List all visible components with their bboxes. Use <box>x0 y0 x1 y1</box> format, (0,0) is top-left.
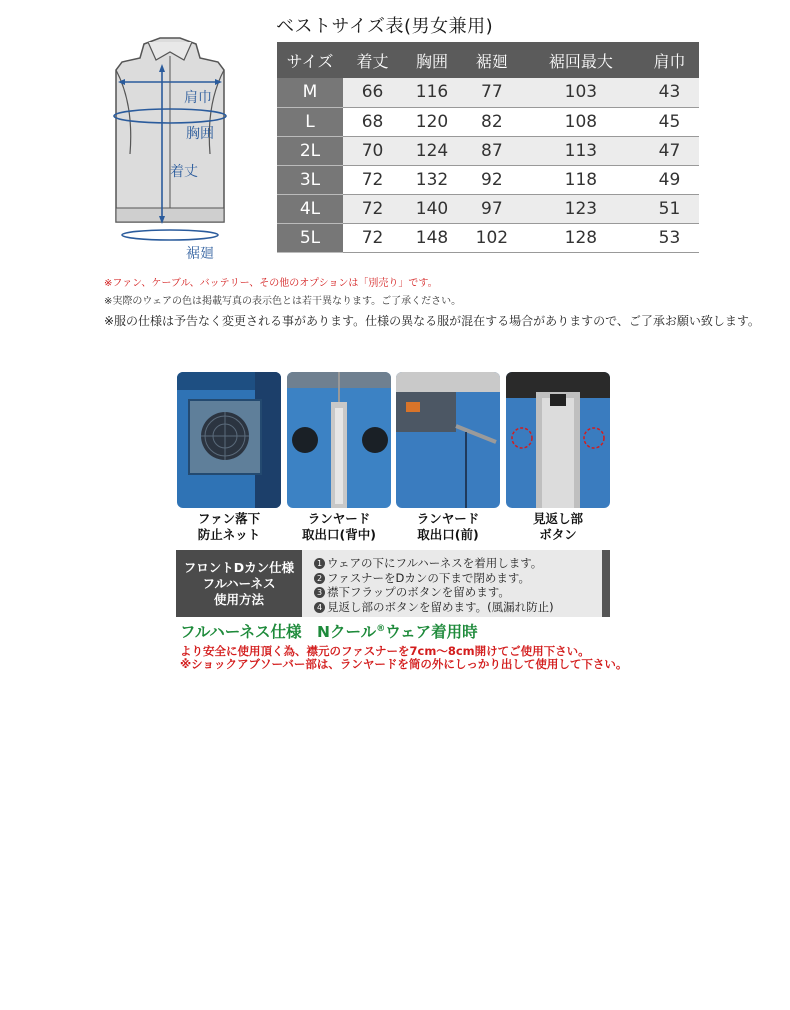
spec-change-note: ※服の仕様は予告なく変更される事があります。仕様の異なる服が混在する場合がありますので、ご了承お願い致します。 <box>104 314 760 328</box>
size-table <box>277 42 699 253</box>
table-cell: 68 <box>343 107 402 136</box>
table-row <box>277 194 699 223</box>
table-cell: 45 <box>640 107 699 136</box>
table-cell: 70 <box>343 136 402 165</box>
zipper-note: より安全に使用頂く為、襟元のファスナーを7cm〜8cm開けてご使用下さい。 <box>180 644 590 658</box>
step-number: 4 <box>314 602 325 613</box>
wear-title <box>180 620 478 642</box>
table-row <box>277 136 699 165</box>
table-cell: 53 <box>640 223 699 252</box>
caption-line: ランヤード <box>307 511 371 526</box>
step-number: 2 <box>314 573 325 584</box>
header-hem: 裾廻 <box>462 42 522 78</box>
table-cell: 132 <box>402 165 462 194</box>
header-shoulder: 肩巾 <box>640 42 699 78</box>
size-cell: M <box>277 78 343 107</box>
color-note: ※実際のウェアの色は掲載写真の表示色とは若干異なります。ご了承ください。 <box>104 296 462 307</box>
caption-line: 取出口(前) <box>417 527 479 542</box>
harness-label-line: 使用方法 <box>213 592 264 607</box>
wear-title-main: フルハーネス仕様 Nクール <box>180 623 377 641</box>
caption-line: 取出口(背中) <box>302 527 376 542</box>
option-note: ※ファン、ケーブル、バッテリー、その他のオプションは「別売り」です。 <box>104 278 438 289</box>
length-label: 着丈 <box>170 164 198 180</box>
table-row <box>277 223 699 252</box>
photo-facing-button <box>506 372 610 508</box>
table-cell: 116 <box>402 78 462 107</box>
table-cell: 120 <box>402 107 462 136</box>
table-row <box>277 78 699 107</box>
table-cell: 148 <box>402 223 462 252</box>
table-cell: 128 <box>522 223 640 252</box>
photo-fan-net <box>177 372 281 508</box>
table-cell: 72 <box>343 223 402 252</box>
table-cell: 92 <box>462 165 522 194</box>
photo-lanyard-back <box>287 372 391 508</box>
caption-fan-net <box>174 511 284 543</box>
table-cell: 47 <box>640 136 699 165</box>
caption-line: 見返し部 <box>532 511 583 526</box>
harness-label-line: フロントDカン仕様 <box>183 560 295 575</box>
size-cell: 3L <box>277 165 343 194</box>
caption-line: ボタン <box>539 527 577 542</box>
table-cell: 140 <box>402 194 462 223</box>
header-chest: 胸囲 <box>402 42 462 78</box>
table-cell: 66 <box>343 78 402 107</box>
table-row <box>277 165 699 194</box>
step-text: ウェアの下にフルハーネスを着用します。 <box>327 556 543 570</box>
harness-side-bar <box>602 550 610 617</box>
table-cell: 72 <box>343 165 402 194</box>
caption-line: ランヤード <box>416 511 480 526</box>
list-item <box>314 600 554 615</box>
caption-facing-button <box>503 511 613 543</box>
caption-line: ファン落下 <box>197 511 261 526</box>
registered-mark: ® <box>376 623 386 634</box>
table-cell: 123 <box>522 194 640 223</box>
chest-label: 胸囲 <box>186 126 214 142</box>
caption-lanyard-front <box>393 511 503 543</box>
caption-line: 防止ネット <box>197 527 261 542</box>
table-cell: 72 <box>343 194 402 223</box>
harness-instructions <box>176 550 610 617</box>
table-cell: 43 <box>640 78 699 107</box>
table-cell: 51 <box>640 194 699 223</box>
table-cell: 113 <box>522 136 640 165</box>
step-text: 襟下フラップのボタンを留めます。 <box>327 585 510 599</box>
step-number: 3 <box>314 587 325 598</box>
step-text: 見返し部のボタンを留めます。(風漏れ防止) <box>327 599 554 614</box>
size-chart-title: ベストサイズ表(男女兼用) <box>276 16 494 37</box>
harness-label-line: フルハーネス <box>202 576 276 591</box>
header-size: サイズ <box>277 42 343 78</box>
step-text: ファスナーをDカンの下まで閉めます。 <box>327 570 530 585</box>
table-cell: 49 <box>640 165 699 194</box>
table-cell: 102 <box>462 223 522 252</box>
wear-title-suffix: ウェア着用時 <box>385 623 478 641</box>
header-hem-max: 裾回最大 <box>522 42 640 78</box>
table-cell: 87 <box>462 136 522 165</box>
size-cell: L <box>277 107 343 136</box>
list-item <box>314 556 554 571</box>
list-item <box>314 571 554 586</box>
table-cell: 77 <box>462 78 522 107</box>
table-cell: 118 <box>522 165 640 194</box>
step-number: 1 <box>314 558 325 569</box>
vest-diagram <box>100 34 240 266</box>
table-row <box>277 107 699 136</box>
table-cell: 108 <box>522 107 640 136</box>
table-cell: 82 <box>462 107 522 136</box>
photo-lanyard-front <box>396 372 500 508</box>
size-cell: 2L <box>277 136 343 165</box>
size-table-header <box>277 42 699 78</box>
table-cell: 124 <box>402 136 462 165</box>
size-cell: 5L <box>277 223 343 252</box>
header-length: 着丈 <box>343 42 402 78</box>
hem-label: 裾廻 <box>186 246 214 262</box>
caption-lanyard-back <box>284 511 394 543</box>
table-cell: 103 <box>522 78 640 107</box>
shoulder-label: 肩巾 <box>184 90 212 106</box>
shock-absorber-note: ※ショックアブソーバー部は、ランヤードを筒の外にしっかり出して使用して下さい。 <box>180 657 628 671</box>
size-cell: 4L <box>277 194 343 223</box>
harness-label <box>176 550 302 617</box>
harness-steps <box>314 556 554 614</box>
table-cell: 97 <box>462 194 522 223</box>
list-item <box>314 585 554 600</box>
